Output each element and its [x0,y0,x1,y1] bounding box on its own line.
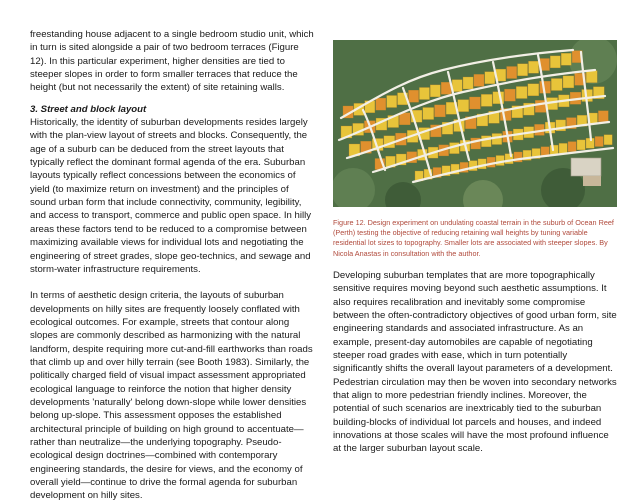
lot-parcel [399,113,410,125]
left-paragraph-1: freestanding house adjacent to a single bedroom studio unit, which in turn is sited alongside a pair of two bedroom terraces (Figure 12). In this particular experiment, higher densities are tied to steeper slopes in order to form smaller terraces that reduce the height (but not necessarily the extent) of site retaining walls. [30,29,314,94]
lot-parcel [529,61,539,73]
lot-parcel [441,82,451,94]
lot-parcel [423,108,434,120]
figure-12-site-plan [333,40,617,207]
lot-parcel [387,96,397,108]
lot-parcel [376,98,386,110]
lot-parcel [481,94,492,106]
civic-block-annex [583,176,601,186]
lot-parcel [559,143,567,153]
site-plan-image [333,40,617,207]
lot-parcel [516,87,527,99]
lot-parcel [507,67,517,79]
section-heading: 3. Street and block layout [30,103,147,115]
lot-parcel [505,89,516,101]
lot-parcel [518,64,528,76]
lot-parcel [409,90,419,102]
right-column [333,40,617,456]
lot-parcel [561,53,571,65]
lot-parcel [551,79,562,91]
lot-parcel [474,74,484,86]
lot-parcel [568,142,576,152]
lot-parcel [485,72,495,84]
lot-parcel [470,97,481,109]
lot-parcel [604,135,612,145]
lot-parcel [478,159,486,169]
lot-parcel [577,140,585,150]
civic-block [571,158,601,176]
lot-parcel [595,137,603,147]
lot-parcel [430,85,440,97]
left-paragraph-3: In terms of aesthetic design criteria, the layouts of suburban developments on hilly sites are frequently loosely conflated with ecological outcomes. For example, streets that contour along slopes are commonly described as harmonizing with the natural landform, despite requiring more cut-and-fill earthworks than roads that climb up and over hilly terrain (see Booth 1983). Similarly, the politically charged field of visual impact assessment appropriated ecological language to reinforce the notion that higher density developments 'naturally' belong down-slope while lower densities belong up-slope. This assessment opposes the established architectural principle of building on high ground to accentuate—rather than neutralize—the underlying topography. Pseudo-ecological design doctrines—combined with contemporary engineering standards, the desire for views, and the economy of overall yield—continue to drive the formal agenda for suburban development on hilly sites. [30,290,313,502]
lot-parcel [563,76,574,88]
lot-parcel [458,100,469,112]
lot-parcel [550,56,560,68]
left-paragraph-2: Historically, the identity of suburban developments resides largely with the plan-view layout of streets and blocks. Consequently, the age of a suburb can be deduced from the street layouts that typically reflect the dominant formal agenda of the era. Suburban layouts typically reflect concessions between the economics of yield (to maximize return on investment) and the principles of sound urban form that include connectivity, community, legibility, and access to transport, commerce and public open space. In hilly areas these factors tend to be reduced to a compromise between maximizing available views for individual lots and negotiating the engineering of street grades, slope geo-technics, and sewage and storm-water infrastructure requirements. [30,117,312,275]
figure-caption: Figure 12. Design experiment on undulating coastal terrain in the suburb of Ocean Reef (Perth) testing the objective of reducing retaining wall heights by tuning variable residential lot sizes to topography. Smaller lots are associated with steeper slopes. By Nicola Anastas in consultation with the author. [333,218,614,258]
lot-parcel [463,77,473,89]
lot-parcel [452,80,462,92]
lot-parcel [528,84,539,96]
lot-parcel [535,100,546,112]
left-column [30,28,314,503]
right-paragraph-1: Developing suburban templates that are more topographically sensitive requires moving beyond such aesthetic assumptions. It also requires recalibration and inevitably some compromise between the often-contradictory objectives of good urban form, site engineering standards and associated infrastructure. As an example, present-day automobiles are capable of negotiating steeper road grades with ease, which in turn potentially significantly shifts the overall layout parameters of a development. Pedestrian circulation may then be woven into secondary networks that align to more pedestrian friendly inclines. Moreover, the potential of such scenarios are inextricably tied to the suburban building-blocks of individual lot parcels and houses, and indeed innovations at those scales will have the most profound influence at the larger suburban layout scale. [333,269,617,455]
lot-parcel [435,105,446,117]
lot-parcel [598,111,608,122]
lot-parcel [496,156,504,166]
lot-parcel [586,71,597,83]
lot-parcel [419,88,429,100]
